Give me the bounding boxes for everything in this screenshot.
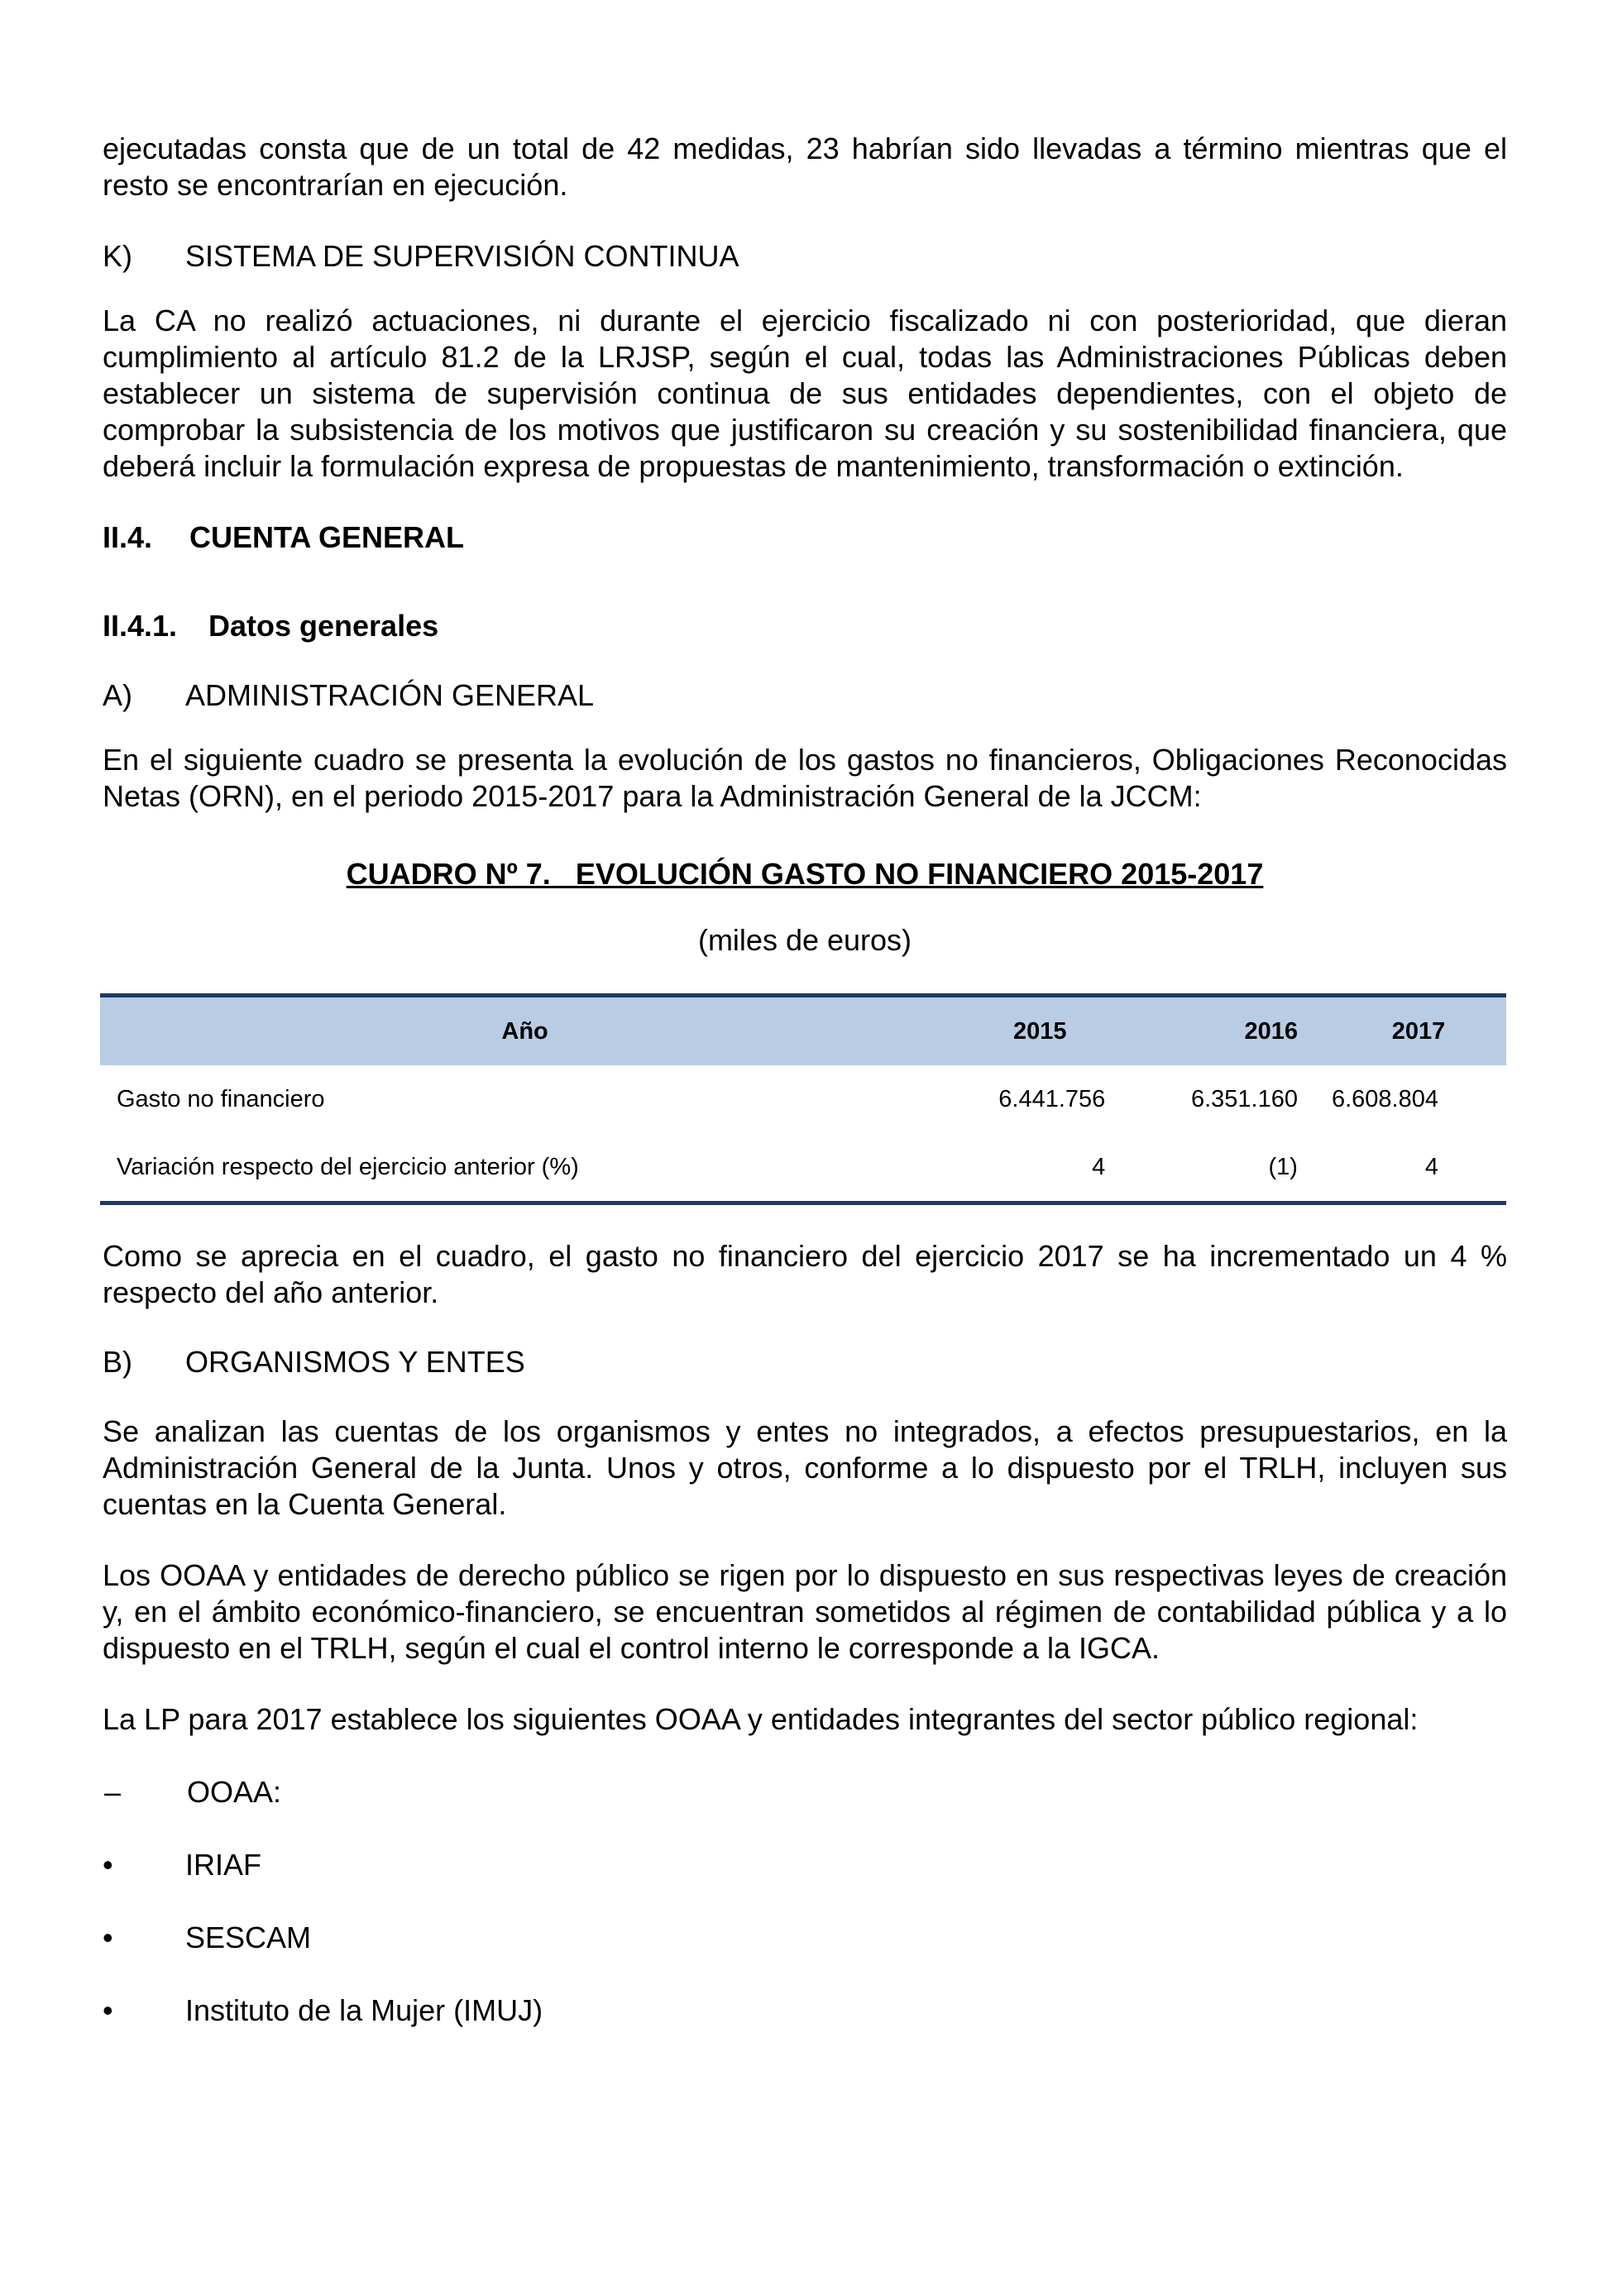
section-a-paragraph: En el siguiente cuadro se presenta la evolución de los gastos no financieros, Obligaciones Reconocidas Netas (ORN), en el periodo 2015-2017 para la Administración General de la JCCM: (103, 743, 1507, 813)
section-b-paragraph-2: Los OOAA y entidades de derecho público se rigen por lo dispuesto en sus respectivas leyes de creación y, en el ámbito económico-financiero, se encuentran sometidos al régimen de contabilidad pública y a lo dispuesto en el TRLH, según el cual el control interno le corresponde a la IGCA. (103, 1558, 1507, 1665)
section-ii41-title: Datos generales (208, 609, 439, 643)
row-value-2017: 4 (1331, 1133, 1506, 1203)
list-item (103, 1920, 1507, 1956)
table-row (100, 1133, 1506, 1203)
list-item (103, 1992, 1507, 2029)
list-label-ooaa: OOAA: (187, 1775, 282, 1809)
section-b-title: ORGANISMOS Y ENTES (185, 1345, 525, 1379)
section-a-heading (103, 677, 1507, 714)
table-units: (miles de euros) (697, 923, 912, 957)
row-label: Variación respecto del ejercicio anterior (%) (100, 1133, 950, 1203)
document-page (103, 124, 1507, 2029)
bullet-marker: • (103, 1921, 113, 1954)
header-2016: 2016 (1130, 996, 1331, 1066)
list-item-label: Instituto de la Mujer (IMUJ) (185, 1993, 543, 2027)
intro-paragraph: ejecutadas consta que de un total de 42 medidas, 23 habrían sido llevadas a término mientras que el resto se encontrarían en ejecución. (103, 132, 1507, 202)
section-k-letter: K) (103, 239, 132, 273)
section-b-heading (103, 1344, 1507, 1380)
section-b-letter: B) (103, 1345, 132, 1379)
header-2015: 2015 (950, 996, 1130, 1066)
section-a-letter: A) (103, 678, 132, 712)
row-value-2016: 6.351.160 (1190, 1085, 1298, 1112)
section-ii41-heading (103, 608, 1507, 644)
row-value-2015: 4 (950, 1133, 1130, 1203)
header-year: Año (100, 996, 950, 1066)
list-item-label: IRIAF (185, 1848, 262, 1882)
section-ii4-title: CUENTA GENERAL (189, 520, 464, 554)
row-value-2017: 6.608.804 (1331, 1085, 1438, 1112)
section-k-title: SISTEMA DE SUPERVISIÓN CONTINUA (185, 239, 739, 273)
section-ii4-number: II.4. (103, 520, 153, 554)
gasto-table (100, 993, 1506, 1205)
section-a-title: ADMINISTRACIÓN GENERAL (185, 678, 595, 712)
section-k-paragraph: La CA no realizó actuaciones, ni durante el ejercicio fiscalizado ni con posterioridad, que dieran cumplimiento al artículo 81.2 de la LRJSP, según el cual, todas las Administraciones Públicas deben establecer un sistema de supervisión continua de sus entidades dependientes, con el objeto de comprobar la subsistencia de los motivos que justificaron su creación y su sostenibilidad financiera, que deberá incluir la formulación expresa de propuestas de mantenimiento, transformación o extinción. (103, 304, 1507, 483)
bullet-marker: • (103, 1993, 113, 2027)
row-value-2016: (1) (1130, 1133, 1331, 1203)
table-header-row (100, 996, 1506, 1066)
bullet-marker: • (103, 1848, 113, 1882)
section-b-paragraph-1: Se analizan las cuentas de los organismos y entes no integrados, a efectos presupuestarios, en la Administración General de la Junta. Unos y otros, conforme a lo dispuesto por el TRLH, incluyen sus cuentas en la Cuenta General. (103, 1414, 1507, 1521)
row-label: Gasto no financiero (117, 1085, 325, 1112)
section-ii4-heading (103, 519, 1507, 556)
header-2017: 2017 (1331, 996, 1506, 1066)
section-b-paragraph-3: La LP para 2017 establece los siguientes OOAA y entidades integrantes del sector público regional: (103, 1702, 1419, 1736)
list-item-ooaa (103, 1774, 1507, 1810)
table-comment-paragraph: Como se aprecia en el cuadro, el gasto no financiero del ejercicio 2017 se ha incrementado un 4 % respecto del año anterior. (103, 1239, 1507, 1309)
section-ii41-number: II.4.1. (103, 609, 178, 643)
list-item-label: SESCAM (185, 1921, 312, 1954)
section-k-heading (103, 238, 1507, 275)
list-item (103, 1847, 1507, 1883)
row-value-2015: 6.441.756 (998, 1085, 1106, 1112)
table-row (100, 1065, 1506, 1133)
table-caption: CUADRO Nº 7. EVOLUCIÓN GASTO NO FINANCIERO 2015-2017 (346, 857, 1264, 891)
dash-marker: – (104, 1775, 122, 1809)
